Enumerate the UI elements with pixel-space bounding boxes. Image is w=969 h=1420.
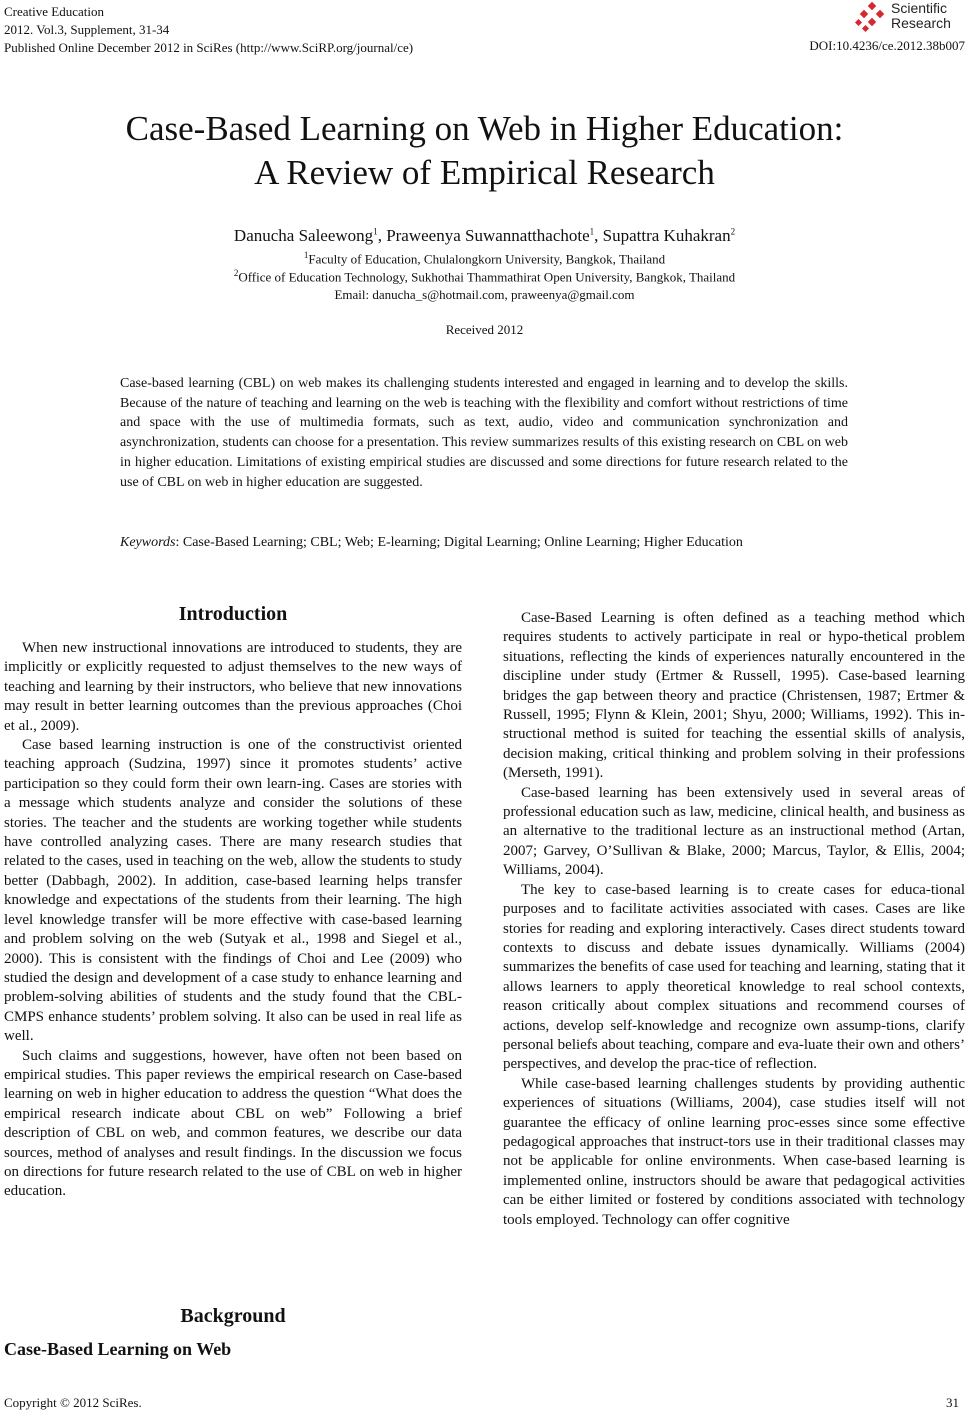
keywords-text: Case-Based Learning; CBL; Web; E-learning; Digital Learning; Online Learning; Higher Education xyxy=(182,535,743,550)
paragraph: Case based learning instruction is one of the constructivist oriented teaching approach (Sudzina, 1997) since it promotes students’ active participation so they could form their own learn-ing. Cases are stories with a message which students analyze and consider the solutions of these stories. The teacher and the students are working together while students have controlled analyzing cases. There are many research studies that related to the cases, used in teaching on the web, allow the students to study better (Dabbagh, 2002). In addition, case-based learning helps transfer knowledge and expectations of the students from their learning. The high level knowledge transfer will be more effective with case-based learning and problem solving on the web (Sutyak et al., 1998 and Siegel et al., 2000). This is consistent with the findings of Choi and Lee (2009) who studied the design and development of a case study to enhance learning and problem-solving abilities of students and the study found that the CBL-CMPS enhance students’ problem solving. It also can be used in real life as well. xyxy=(4,737,462,1045)
journal-name: Creative Education xyxy=(4,4,104,19)
keywords-colon: : xyxy=(175,535,180,550)
journal-header xyxy=(4,3,413,57)
left-column-body xyxy=(4,639,462,1202)
section-heading-background: Background xyxy=(180,1305,286,1327)
affil-mark: 2 xyxy=(233,268,239,278)
copyright: Copyright © 2012 SciRes. xyxy=(4,1395,142,1410)
affiliation-2 xyxy=(0,268,969,285)
paragraph: When new instructional innovations are introduced to students, they are implicitly or explicitly requested to adjust themselves to the new ways of teaching and learning by their instructors, who believe that new innovations may result in better learning outcomes than the previous approaches (Choi et al., 2009). xyxy=(4,640,462,734)
doi: DOI:10.4236/ce.2012.38b007 xyxy=(809,38,965,53)
abstract: Case-based learning (CBL) on web makes its challenging students interested and engaged in learning and to develop the skills. Because of the nature of teaching and learning on the web is teaching with the flexibility and comfort without restrictions of time and space with the use of multimedia formats, such as text, audio, video and communication synchronization and asynchronization, students can choose for a presentation. This review summarizes results of this existing research on CBL on web in higher education. Limitations of existing empirical studies are discussed and some directions for future research related to the use of CBL on web in higher education are suggested. xyxy=(120,376,848,490)
journal-volume: 2012. Vol.3, Supplement, 31-34 xyxy=(4,22,170,37)
page-number: 31 xyxy=(946,1395,959,1410)
affiliation-1 xyxy=(0,250,969,267)
author-name: Supattra Kuhakran xyxy=(602,226,731,245)
logo-text-line2: Research xyxy=(891,15,951,31)
publication-info: Published Online December 2012 in SciRes (http://www.SciRP.org/journal/ce) xyxy=(4,40,414,55)
paragraph: While case-based learning challenges students by providing authentic experiences of situations (Williams, 2004), case studies itself will not guarantee the efficacy of online learning proc-esses since some effective pedagogical approaches that instruct-tors use in their traditional classes may not be applicable for online environments. When case-based learning is implemented online, instructors should be aware that pedagogical activities can be either limited or fostered by conditions associated with technology tools employed. Technology can offer cognitive xyxy=(503,1075,965,1228)
keywords-label: Keywords xyxy=(120,535,176,550)
author-affil-mark: 1 xyxy=(373,226,378,237)
title-line-2: A Review of Empirical Research xyxy=(254,153,715,192)
affiliation-text: Office of Education Technology, Sukhothai Thammathirat Open University, Bangkok, Thailand xyxy=(238,269,736,285)
logo-mark-icon xyxy=(855,2,889,34)
paragraph: Such claims and suggestions, however, have often not been based on empirical studies. This paper reviews the empirical research on Case-based learning on web in higher education to address the question “What does the empirical research indicate about CBL on web” Following a brief description of CBL on web, and common features, we describe our data sources, method of analyses and result findings. In the discussion we focus on directions for future research related to the use of CBL on web in higher education. xyxy=(4,1047,462,1200)
paragraph: Case-Based Learning is often defined as a teaching method which requires students to actively participate in real or hypo-thetical problem situations, reflecting the kinds of experiences naturally encountered in the discipline under study (Ertmer & Russell, 1995). Case-based learning bridges the gap between theory and practice (Christensen, 1987; Ertmer & Russell, 1995; Flynn & Klein, 2001; Shyu, 2000; Williams, 1992). This in-structional method is suited for teaching the essential skills of analysis, decision making, critical thinking and problem solving in their professions (Merseth, 1991). xyxy=(503,610,965,782)
section-heading-introduction: Introduction xyxy=(178,603,288,625)
author-name: Danucha Saleewong xyxy=(233,226,374,245)
logo-text-line1: Scientific xyxy=(891,0,948,16)
paper-title xyxy=(0,107,969,195)
affiliation-text: Faculty of Education, Chulalongkorn University, Bangkok, Thailand xyxy=(308,251,666,267)
received-date: Received 2012 xyxy=(445,322,524,337)
author-email: Email: danucha_s@hotmail.com, praweenya@gmail.com xyxy=(334,287,635,302)
author-name: Praweenya Suwannatthachote xyxy=(386,226,590,245)
paragraph: The key to case-based learning is to create cases for educa-tional purposes and to facilitate activities associated with cases. Cases are like stories for reading and exploring interactively. Cases direct students toward contexts to discuss and debate issues dynamically. Williams (2004) summarizes the benefits of case used for teaching and learning, stating that it allows learners to apply theoretical knowledge to real school contexts, reason critically about complex situations and recommend courses of actions, develop self-knowledge and recognize own assump-tions, clarify personal beliefs about teaching, compare and eva-luate their own and others’ perspectives, and develop the prac-tice of reflection. xyxy=(503,881,965,1073)
author-list xyxy=(0,226,969,246)
author-separator: , xyxy=(377,226,387,245)
publisher-logo xyxy=(855,0,963,34)
paragraph: Case-based learning has been extensively used in several areas of professional education such as law, medicine, clinical health, and business as an alternative to the traditional lecture as an instructional method (Artan, 2007; Garvey, O’Sullivan & Blake, 2000; Marcus, Taylor, & Ellis, 2004; Williams, 2004). xyxy=(503,784,965,879)
author-affil-mark: 2 xyxy=(730,226,736,237)
subsection-heading: Case-Based Learning on Web xyxy=(4,1339,232,1359)
affil-mark: 1 xyxy=(303,250,309,260)
right-column-body xyxy=(503,609,965,1230)
author-affil-mark: 1 xyxy=(589,226,595,237)
keywords xyxy=(120,533,803,553)
author-separator: , xyxy=(594,226,603,245)
title-line-1: Case-Based Learning on Web in Higher Education: xyxy=(125,109,844,148)
